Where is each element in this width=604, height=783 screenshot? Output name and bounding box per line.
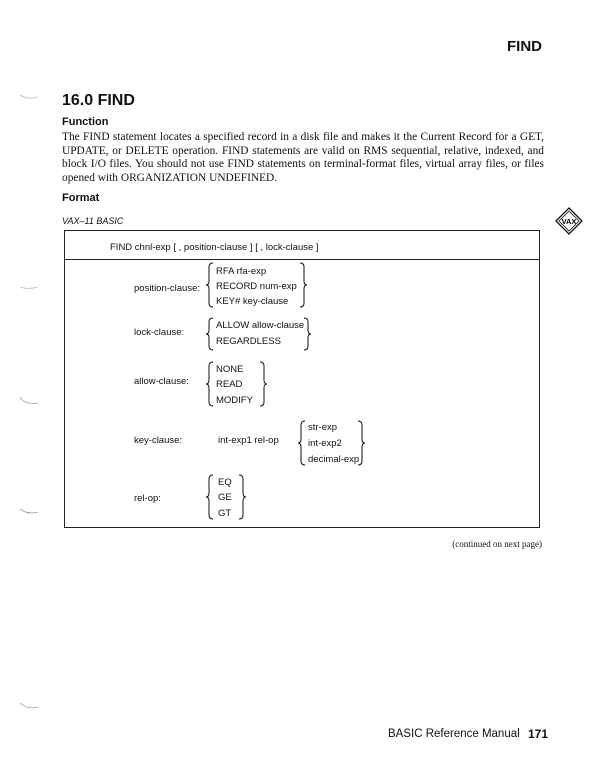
rel-op-options (206, 474, 246, 520)
margin-mark-icon (18, 92, 40, 102)
running-head: FIND (507, 38, 542, 55)
left-brace-icon (206, 262, 214, 308)
margin-mark-icon (18, 505, 40, 519)
right-brace-icon (357, 420, 365, 466)
margin-mark-icon (18, 395, 40, 409)
margin-mark-icon (18, 700, 40, 714)
key-clause-label: key-clause: (134, 435, 183, 446)
continued-note: (continued on next page) (452, 539, 542, 549)
allow-clause-options (206, 361, 266, 407)
key-option: decimal-exp (308, 454, 360, 465)
allow-option: NONE (216, 364, 244, 375)
platform-label: VAX–11 BASIC (62, 216, 124, 226)
key-option: int-exp2 (308, 438, 342, 449)
position-option: RECORD num-exp (216, 281, 297, 292)
lock-option: ALLOW allow-clause (216, 320, 305, 331)
margin-mark-icon (18, 283, 40, 293)
key-clause-options (298, 420, 364, 466)
footer-title: BASIC Reference Manual (388, 728, 520, 740)
position-clause-label: position-clause: (134, 283, 201, 294)
position-option: RFA rfa-exp (216, 266, 267, 277)
rel-op-label: rel-op: (134, 493, 161, 504)
key-option: str-exp (308, 422, 338, 433)
vax-badge-icon (554, 206, 584, 236)
key-clause-prefix: int-exp1 rel-op (218, 435, 279, 446)
lock-option: REGARDLESS (216, 336, 281, 347)
format-divider (64, 259, 540, 260)
rel-op-option: EQ (218, 477, 232, 488)
right-brace-icon (299, 262, 307, 308)
format-heading: Format (62, 192, 100, 204)
left-brace-icon (206, 361, 214, 407)
allow-option: MODIFY (216, 395, 253, 406)
rel-op-option: GT (218, 508, 232, 519)
lock-clause-label: lock-clause: (134, 327, 185, 338)
lock-clause-options (206, 317, 310, 351)
left-brace-icon (298, 420, 306, 466)
page-number: 171 (528, 727, 549, 741)
rel-op-option: GE (218, 492, 232, 503)
function-paragraph: The FIND statement locates a specified record in a disk file and makes it the Current Record for a GET, UPDATE, or DELETE operation. FIND statements are valid on RMS sequential, relative, indexed, and block I/O files. You should not use FIND statements on terminal-format files, virtual array files, or files opened with ORGANIZATION UNDEFINED. (62, 131, 544, 184)
right-brace-icon (259, 361, 267, 407)
section-title: 16.0 FIND (62, 92, 135, 109)
function-heading: Function (62, 116, 109, 128)
position-clause-options (206, 262, 306, 308)
vax-badge-text: VAX (561, 217, 577, 226)
left-brace-icon (206, 317, 214, 351)
left-brace-icon (206, 474, 214, 520)
position-option: KEY# key-clause (216, 296, 289, 307)
right-brace-icon (303, 317, 311, 351)
allow-clause-label: allow-clause: (134, 376, 189, 387)
syntax-line: FIND chnl-exp [ , position-clause ] [ , lock-clause ] (110, 242, 319, 253)
allow-option: READ (216, 379, 243, 390)
right-brace-icon (238, 474, 246, 520)
